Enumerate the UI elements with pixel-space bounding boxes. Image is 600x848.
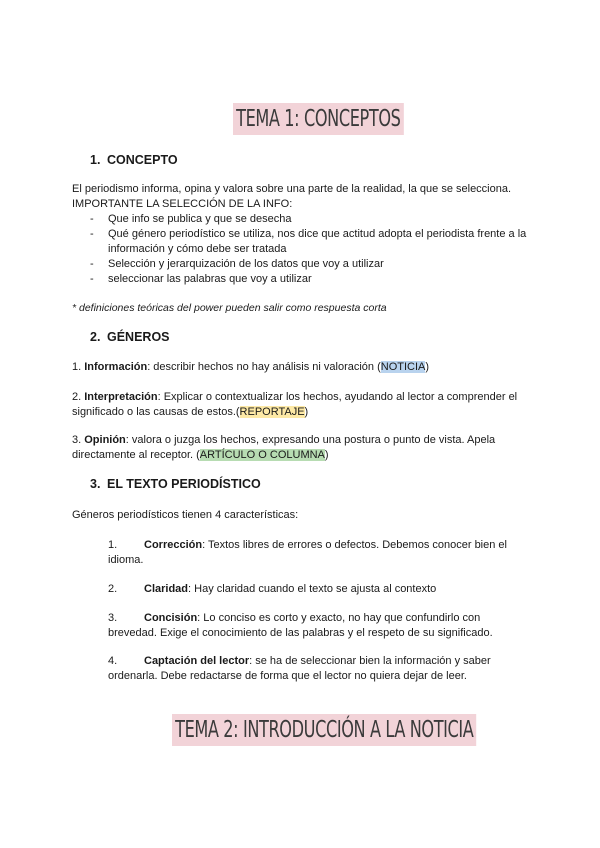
list-item: - Selección y jerarquización de los datos que voy a utilizar (72, 257, 532, 272)
section-3-intro: Géneros periodísticos tienen 4 características: (72, 509, 299, 521)
tema-1-title: TEMA 1: CONCEPTOS (233, 103, 404, 135)
item-text: : Hay claridad cuando el texto se ajusta al contexto (188, 583, 437, 595)
item-text: : Explicar o contextualizar los hechos, ayudando al lector a comprender el significado o las causas de estos.( (72, 391, 518, 418)
item-number: 4. (108, 655, 118, 667)
item-text: : valora o juzga los hechos, expresando una postura o punto de vista. Apela directamente al receptor. ( (72, 434, 496, 461)
section-number: 2. (90, 330, 101, 344)
feature-item-correccion (108, 538, 518, 568)
item-term: Captación del lector (144, 655, 250, 667)
item-term: Información (84, 361, 148, 373)
item-term: Concisión (144, 612, 198, 624)
genre-item-interpretacion (72, 390, 532, 420)
intro-paragraph: El periodismo informa, opina y valora sobre una parte de la realidad, la que se selecciona. (72, 183, 512, 195)
item-number: 3. (108, 612, 118, 624)
item-number: 2. (72, 391, 85, 403)
section-number: 3. (90, 477, 101, 491)
item-text: : Textos libres de errores o defectos. Debemos conocer bien el idioma. (108, 539, 507, 566)
list-item: - Que info se publica y que se desecha (72, 212, 532, 227)
item-suffix: ) (304, 406, 309, 418)
section-1-heading (90, 153, 178, 168)
selection-list (72, 212, 532, 287)
feature-item-concision (108, 611, 518, 641)
reportaje-tag: REPORTAJE (239, 406, 305, 418)
articulo-tag: ARTÍCULO O COLUMNA (199, 449, 325, 461)
list-item: - seleccionar las palabras que voy a utilizar (72, 272, 532, 287)
tema-2-title: TEMA 2: INTRODUCCIÓN A LA NOTICIA (172, 714, 477, 746)
section-1-body (72, 182, 532, 287)
note-line: * definiciones teóricas del power pueden salir como respuesta corta (72, 302, 387, 314)
item-term: Interpretación (84, 391, 158, 403)
genre-item-opinion (72, 433, 532, 463)
section-number: 1. (90, 153, 101, 167)
item-suffix: ) (324, 449, 329, 461)
section-title: EL TEXTO PERIODÍSTICO (107, 477, 261, 491)
noticia-tag: NOTICIA (380, 361, 426, 373)
important-line: IMPORTANTE LA SELECCIÓN DE LA INFO: (72, 198, 293, 210)
item-term: Opinión (84, 434, 126, 446)
section-2-heading (90, 330, 170, 345)
item-number: 1. (108, 539, 118, 551)
item-text: : se ha de seleccionar bien la información y saber ordenarla. Debe redactarse de forma que el lector no quiera dejar de leer. (108, 655, 491, 682)
feature-item-captacion (108, 654, 518, 684)
item-number: 3. (72, 434, 85, 446)
item-text: : Lo conciso es corto y exacto, no hay que confundirlo con brevedad. Exige el conocimiento de las palabras y el respeto de su significado. (108, 612, 493, 639)
section-title: GÉNEROS (107, 330, 170, 344)
feature-item-claridad (108, 582, 518, 597)
section-title: CONCEPTO (107, 153, 178, 167)
section-3-heading (90, 477, 261, 492)
item-number: 2. (108, 583, 118, 595)
item-term: Corrección (144, 539, 203, 551)
item-text: : describir hechos no hay análisis ni valoración ( (147, 361, 381, 373)
item-term: Claridad (144, 583, 189, 595)
item-suffix: ) (425, 361, 430, 373)
list-item: - Qué género periodístico se utiliza, nos dice que actitud adopta el periodista frente a la información y cómo debe ser tratada (72, 227, 532, 257)
item-number: 1. (72, 361, 85, 373)
genre-item-informacion (72, 360, 532, 375)
